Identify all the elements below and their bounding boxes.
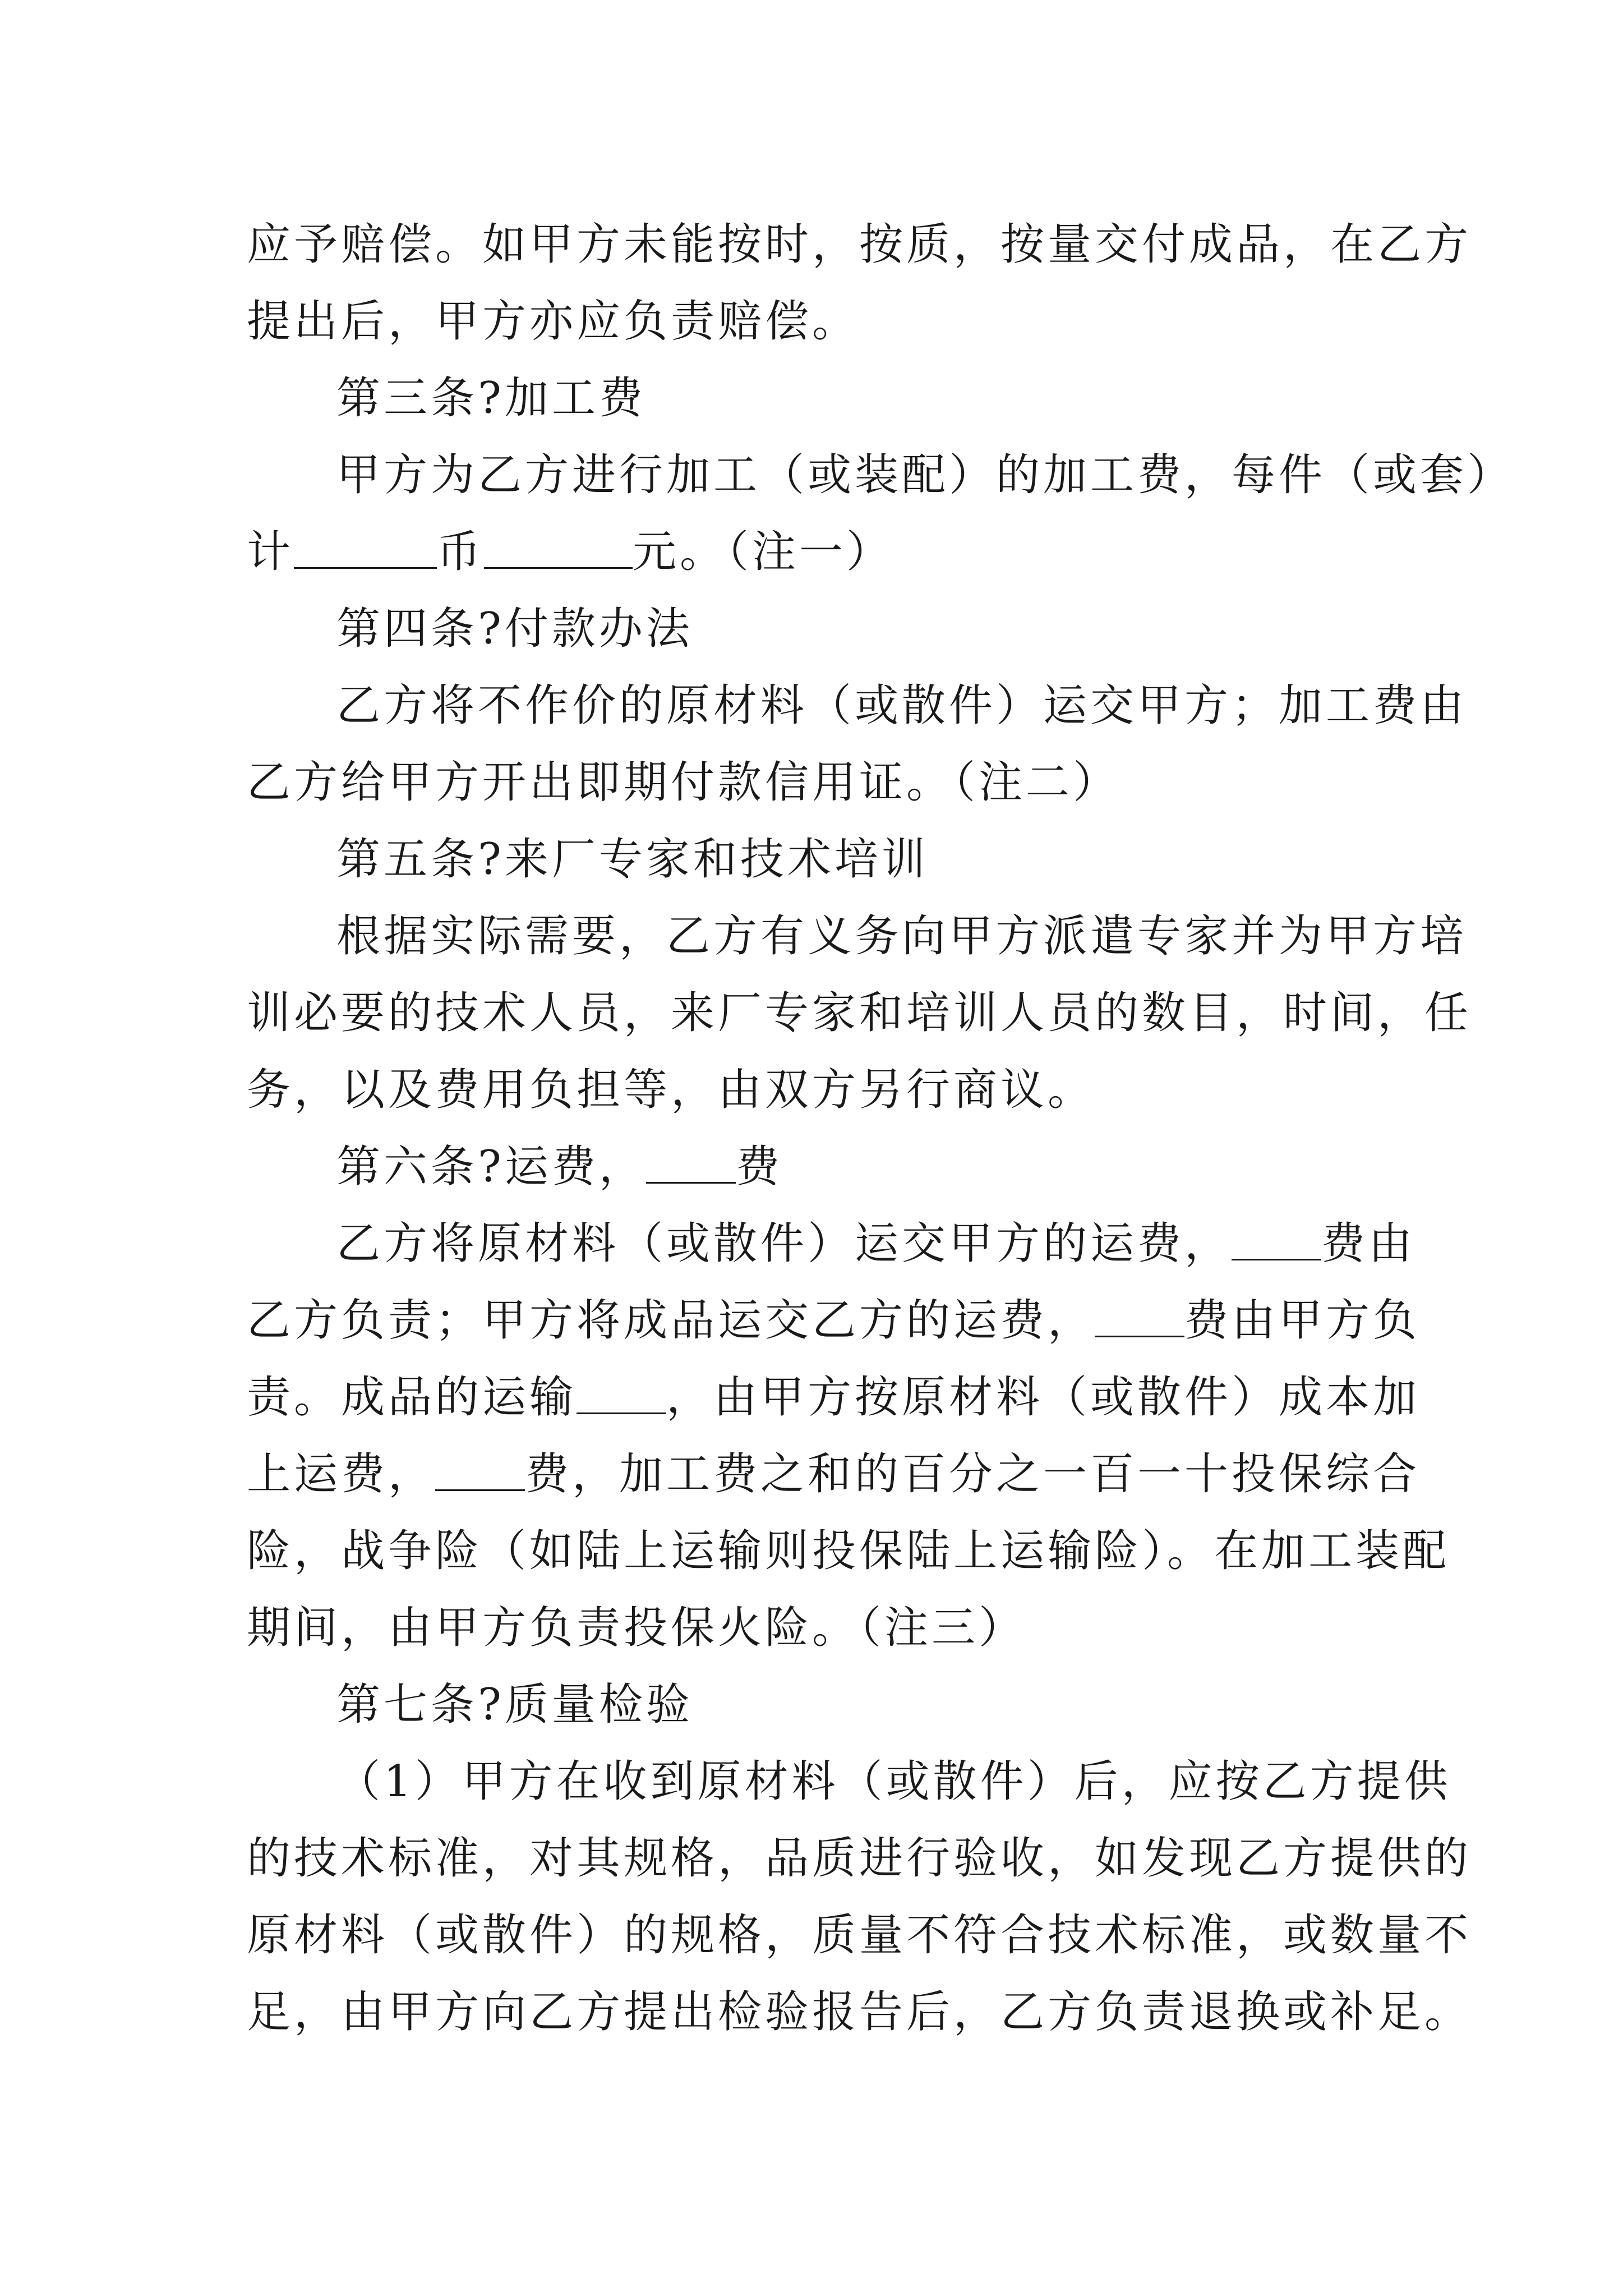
- line-text: 上运费，: [247, 1449, 436, 1499]
- body-line: 险，战争险（如陆上运输则投保陆上运输险）。在加工装配: [247, 1526, 1450, 1576]
- blank-underline: [577, 1373, 666, 1414]
- blank-underline: [1095, 1296, 1184, 1337]
- blank-underline: [294, 528, 437, 569]
- body-line: 训必要的技术人员，来厂专家和培训人员的数目，时间，任: [247, 988, 1472, 1038]
- section-heading: 第七条?质量检验: [336, 1680, 693, 1730]
- line-text: 费由: [1321, 1218, 1416, 1269]
- body-line: 提出后，甲方亦应负责赔偿。: [247, 296, 860, 347]
- body-line: 甲方为乙方进行加工（或装配）的加工费，每件（或套）: [336, 450, 1515, 500]
- line-text: 责。成品的运输: [247, 1372, 577, 1423]
- line-text: 乙方负责；甲方将成品运交乙方的运费，: [247, 1295, 1095, 1346]
- body-line: [247, 1281, 1421, 1360]
- body-line: 足，由甲方向乙方提出检验报告后，乙方负责退换或补足。: [247, 1987, 1472, 2037]
- blank-underline: [484, 528, 633, 569]
- line-text: 费: [735, 1142, 783, 1192]
- body-line: 乙方给甲方开出即期付款信用证。（注二）: [247, 757, 1121, 808]
- section-heading: 第三条?加工费: [336, 373, 646, 424]
- body-line: （1）甲方在收到原材料（或散件）后，应按乙方提供: [336, 1756, 1451, 1807]
- section-heading: 第四条?付款办法: [336, 604, 693, 654]
- blank-underline: [1232, 1220, 1321, 1260]
- body-line: 原材料（或散件）的规格，质量不符合技术标准，或数量不: [247, 1910, 1472, 1961]
- line-text: 费由甲方负: [1184, 1295, 1421, 1346]
- body-line: [247, 1435, 1421, 1513]
- body-line: 乙方将不作价的原材料（或散件）运交甲方；加工费由: [336, 680, 1468, 731]
- body-line: [247, 513, 1396, 591]
- line-text: 元。（注一）: [633, 527, 894, 577]
- line-text: 计: [247, 527, 294, 577]
- line-text: 乙方将原材料（或散件）运交甲方的运费，: [336, 1218, 1232, 1269]
- section-heading: [336, 1128, 1486, 1206]
- body-line: 务，以及费用负担等，由双方另行商议。: [247, 1065, 1095, 1115]
- line-text: 币: [437, 527, 485, 577]
- body-line: 期间，由甲方负责投保火险。（注三）: [247, 1603, 1026, 1653]
- body-line: 根据实际需要，乙方有义务向甲方派遣专家并为甲方培: [336, 911, 1468, 961]
- line-text: ，由甲方按原材料（或散件）成本加: [666, 1372, 1421, 1423]
- body-line: 的技术标准，对其规格，品质进行验收，如发现乙方提供的: [247, 1833, 1472, 1884]
- line-text: 第六条?运费，: [336, 1142, 646, 1192]
- blank-underline: [435, 1450, 525, 1491]
- line-text: 费，加工费之和的百分之一百一十投保综合: [525, 1449, 1421, 1499]
- body-line: [247, 1358, 1421, 1437]
- section-heading: 第五条?来厂专家和技术培训: [336, 834, 929, 885]
- blank-underline: [646, 1143, 736, 1184]
- body-line: 应予赔偿。如甲方未能按时，按质，按量交付成品，在乙方: [247, 219, 1472, 270]
- body-line: [336, 1204, 1486, 1283]
